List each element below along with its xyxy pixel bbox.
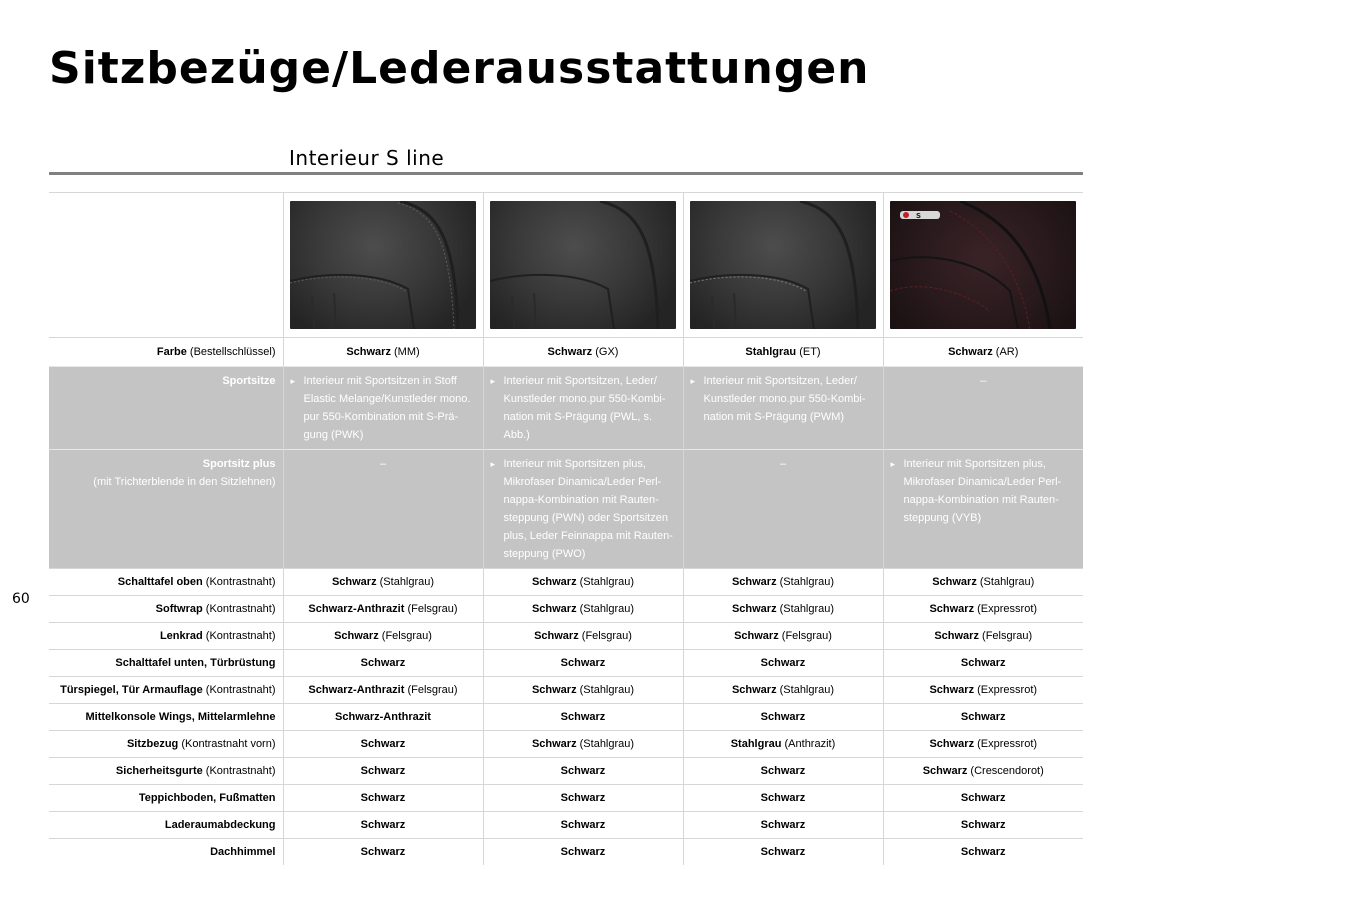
seat-image-cell xyxy=(483,193,683,338)
table-cell: Schwarz xyxy=(683,785,883,812)
seat-black-red-s-logo-image xyxy=(890,201,1076,329)
table-cell: Schwarz xyxy=(283,785,483,812)
seat-image-cell xyxy=(683,193,883,338)
seat-black-leather-image xyxy=(490,201,676,329)
table-cell: Stahlgrau (ET) xyxy=(683,338,883,367)
table-cell: Schwarz xyxy=(483,704,683,731)
table-cell: Schwarz (AR) xyxy=(883,338,1083,367)
table-cell: ▸ Interieur mit Sportsitzen, Leder/ Kunstleder mono.pur 550-Kombi-nation mit S-Prägung (PWL, s. Abb.) xyxy=(483,367,683,450)
table-cell: Schwarz xyxy=(883,839,1083,866)
table-row xyxy=(49,596,1083,623)
table-cell: Schwarz xyxy=(283,839,483,866)
table-cell: Schwarz (Stahlgrau) xyxy=(683,569,883,596)
table-cell: Schwarz xyxy=(683,839,883,866)
row-label: Laderaumabdeckung xyxy=(49,812,283,839)
table-row xyxy=(49,704,1083,731)
table-cell: Schwarz (Expressrot) xyxy=(883,677,1083,704)
table-row xyxy=(49,731,1083,758)
table-cell: Schwarz (MM) xyxy=(283,338,483,367)
seat-image-cell xyxy=(883,193,1083,338)
table-row xyxy=(49,677,1083,704)
table-cell: Schwarz xyxy=(483,785,683,812)
table-cell: Schwarz (Stahlgrau) xyxy=(883,569,1083,596)
upholstery-table xyxy=(49,192,1083,865)
seat-image-cell xyxy=(283,193,483,338)
row-label: Sitzbezug (Kontrastnaht vorn) xyxy=(49,731,283,758)
table-cell: Schwarz-Anthrazit xyxy=(283,704,483,731)
table-cell: Schwarz (Stahlgrau) xyxy=(683,677,883,704)
s-logo: S xyxy=(915,212,921,220)
table-cell: Schwarz xyxy=(883,785,1083,812)
table-cell: ▸ Interieur mit Sportsitzen in Stoff Elastic Melange/Kunstleder mono. pur 550-Kombination mit S-Prä-gung (PWK) xyxy=(283,367,483,450)
table-cell: Schwarz-Anthrazit (Felsgrau) xyxy=(283,677,483,704)
table-cell: Schwarz xyxy=(883,650,1083,677)
table-cell: Schwarz xyxy=(483,650,683,677)
table-cell: Schwarz (Stahlgrau) xyxy=(483,677,683,704)
row-label: Teppichboden, Fußmatten xyxy=(49,785,283,812)
table-cell: Stahlgrau (Anthrazit) xyxy=(683,731,883,758)
table-cell: Schwarz (Expressrot) xyxy=(883,596,1083,623)
row-label: Sicherheitsgurte (Kontrastnaht) xyxy=(49,758,283,785)
table-cell: – xyxy=(683,450,883,569)
table-cell: Schwarz xyxy=(883,704,1083,731)
table-cell: Schwarz (Expressrot) xyxy=(883,731,1083,758)
table-cell: Schwarz xyxy=(483,839,683,866)
table-cell: Schwarz (GX) xyxy=(483,338,683,367)
table-cell: Schwarz (Crescendorot) xyxy=(883,758,1083,785)
table-cell: Schwarz xyxy=(283,731,483,758)
table-cell: Schwarz xyxy=(483,812,683,839)
section-divider xyxy=(49,172,1083,175)
page-number: 60 xyxy=(12,591,30,607)
row-label: Sportsitz plus (mit Trichterblende in den Sitzlehnen) xyxy=(49,450,283,569)
table-row xyxy=(49,839,1083,866)
table-cell: Schwarz (Stahlgrau) xyxy=(483,596,683,623)
table-cell: Schwarz (Felsgrau) xyxy=(283,623,483,650)
row-label: Lenkrad (Kontrastnaht) xyxy=(49,623,283,650)
table-cell: Schwarz (Felsgrau) xyxy=(883,623,1083,650)
table-row xyxy=(49,785,1083,812)
table-cell: – xyxy=(283,450,483,569)
table-cell: Schwarz (Felsgrau) xyxy=(483,623,683,650)
seat-images-row xyxy=(49,193,1083,338)
section-subtitle: Interieur S line xyxy=(289,146,445,170)
table-cell: ▸ Interieur mit Sportsitzen, Leder/ Kunstleder mono.pur 550-Kombi-nation mit S-Prägung (PWM) xyxy=(683,367,883,450)
table-row xyxy=(49,623,1083,650)
table-cell: Schwarz xyxy=(283,650,483,677)
table-row xyxy=(49,650,1083,677)
seat-black-stitched-image xyxy=(290,201,476,329)
table-cell: Schwarz (Stahlgrau) xyxy=(483,731,683,758)
table-cell: Schwarz (Stahlgrau) xyxy=(483,569,683,596)
table-row-farbe xyxy=(49,338,1083,367)
table-cell: Schwarz-Anthrazit (Felsgrau) xyxy=(283,596,483,623)
table-cell: Schwarz (Felsgrau) xyxy=(683,623,883,650)
page-title: Sitzbezüge/Lederausstattungen xyxy=(49,43,870,94)
table-cell: Schwarz xyxy=(283,758,483,785)
row-label: Schalttafel oben (Kontrastnaht) xyxy=(49,569,283,596)
table-cell: Schwarz xyxy=(683,704,883,731)
row-label: Dachhimmel xyxy=(49,839,283,866)
row-label: Schalttafel unten, Türbrüstung xyxy=(49,650,283,677)
table-cell: Schwarz (Stahlgrau) xyxy=(683,596,883,623)
table-cell: Schwarz xyxy=(283,812,483,839)
table-cell: Schwarz xyxy=(483,758,683,785)
table-cell: Schwarz xyxy=(883,812,1083,839)
row-label: Mittelkonsole Wings, Mittelarmlehne xyxy=(49,704,283,731)
row-label: Farbe (Bestellschlüssel) xyxy=(49,338,283,367)
table-row xyxy=(49,758,1083,785)
table-cell: Schwarz xyxy=(683,650,883,677)
table-cell: – xyxy=(883,367,1083,450)
table-row-sportsitze xyxy=(49,367,1083,450)
row-label: Softwrap (Kontrastnaht) xyxy=(49,596,283,623)
table-cell: ▸ Interieur mit Sportsitzen plus, Mikrofaser Dinamica/Leder Perl-nappa-Kombination mit Rauten-steppung (VYB) xyxy=(883,450,1083,569)
table-cell: Schwarz xyxy=(683,758,883,785)
table-row xyxy=(49,812,1083,839)
table-row xyxy=(49,569,1083,596)
seat-steelgrey-image xyxy=(690,201,876,329)
row-label: Türspiegel, Tür Armauflage (Kontrastnaht) xyxy=(49,677,283,704)
table-cell: ▸ Interieur mit Sportsitzen plus, Mikrofaser Dinamica/Leder Perl-nappa-Kombination mit Rauten-steppung (PWN) oder Sportsitzen plus, Leder Feinnappa mit Rauten-steppung (PWO) xyxy=(483,450,683,569)
empty-header-cell xyxy=(49,193,283,338)
table-cell: Schwarz (Stahlgrau) xyxy=(283,569,483,596)
row-label: Sportsitze xyxy=(49,367,283,450)
table-cell: Schwarz xyxy=(683,812,883,839)
table-row-sportsitz-plus xyxy=(49,450,1083,569)
